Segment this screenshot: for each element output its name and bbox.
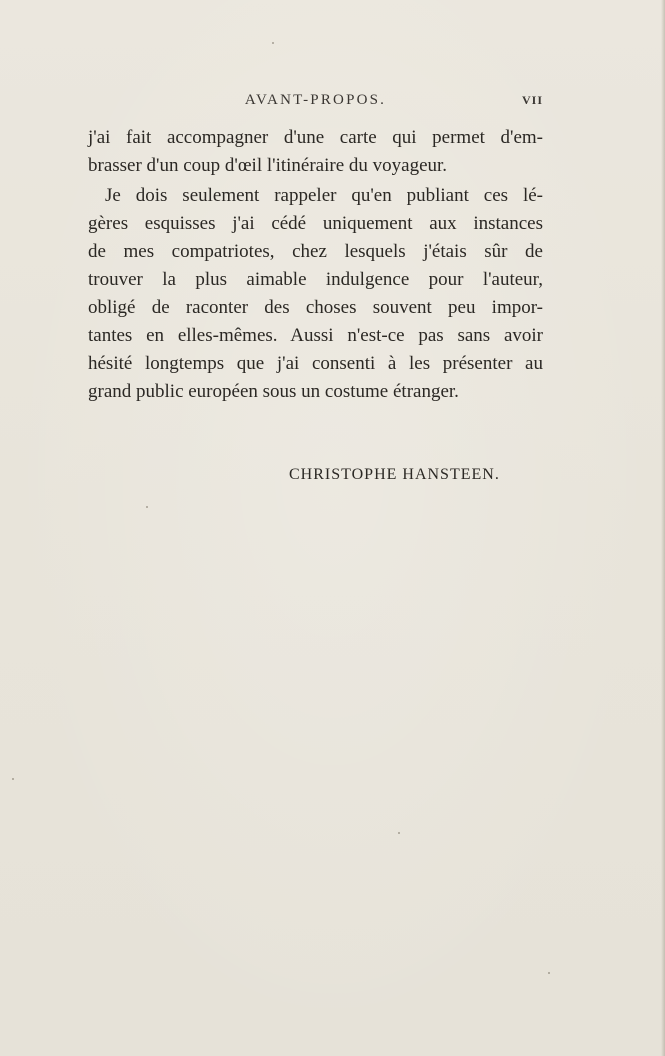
paragraph-2-line-8: grand public européen sous un costume étranger.: [88, 381, 459, 402]
running-head: [88, 92, 543, 114]
paper-speck: [548, 972, 550, 974]
author-signature: CHRISTOPHE HANSTEEN.: [289, 466, 500, 483]
running-title: AVANT-PROPOS.: [244, 92, 387, 108]
paragraph-2-line-5: obligé de raconter des choses souvent peu impor-: [88, 297, 543, 318]
paper-speck: [398, 832, 400, 834]
body-text: [88, 124, 543, 406]
paper-speck: [146, 506, 148, 508]
paragraph-2-line-6: tantes en elles-mêmes. Aussi n'est-ce pas sans avoir: [88, 325, 543, 346]
paragraph-2-line-2: gères esquisses j'ai cédé uniquement aux instances: [88, 213, 543, 234]
paper-speck: [272, 42, 274, 44]
page-number: VII: [521, 93, 543, 107]
paragraph-1-line-2: brasser d'un coup d'œil l'itinéraire du voyageur.: [88, 155, 448, 176]
paragraph-2-line-3: de mes compatriotes, chez lesquels j'étais sûr de: [88, 241, 543, 262]
paragraph-2-line-7: hésité longtemps que j'ai consenti à les présenter au: [88, 353, 543, 374]
page-edge-shadow: [661, 0, 665, 1056]
paragraph-1-line-1: j'ai fait accompagner d'une carte qui permet d'em-: [88, 127, 543, 148]
paragraph-2-line-4: trouver la plus aimable indulgence pour l'auteur,: [88, 269, 543, 290]
paragraph-2-line-1: Je dois seulement rappeler qu'en publiant ces lé-: [105, 185, 543, 206]
paper-speck: [12, 778, 14, 780]
